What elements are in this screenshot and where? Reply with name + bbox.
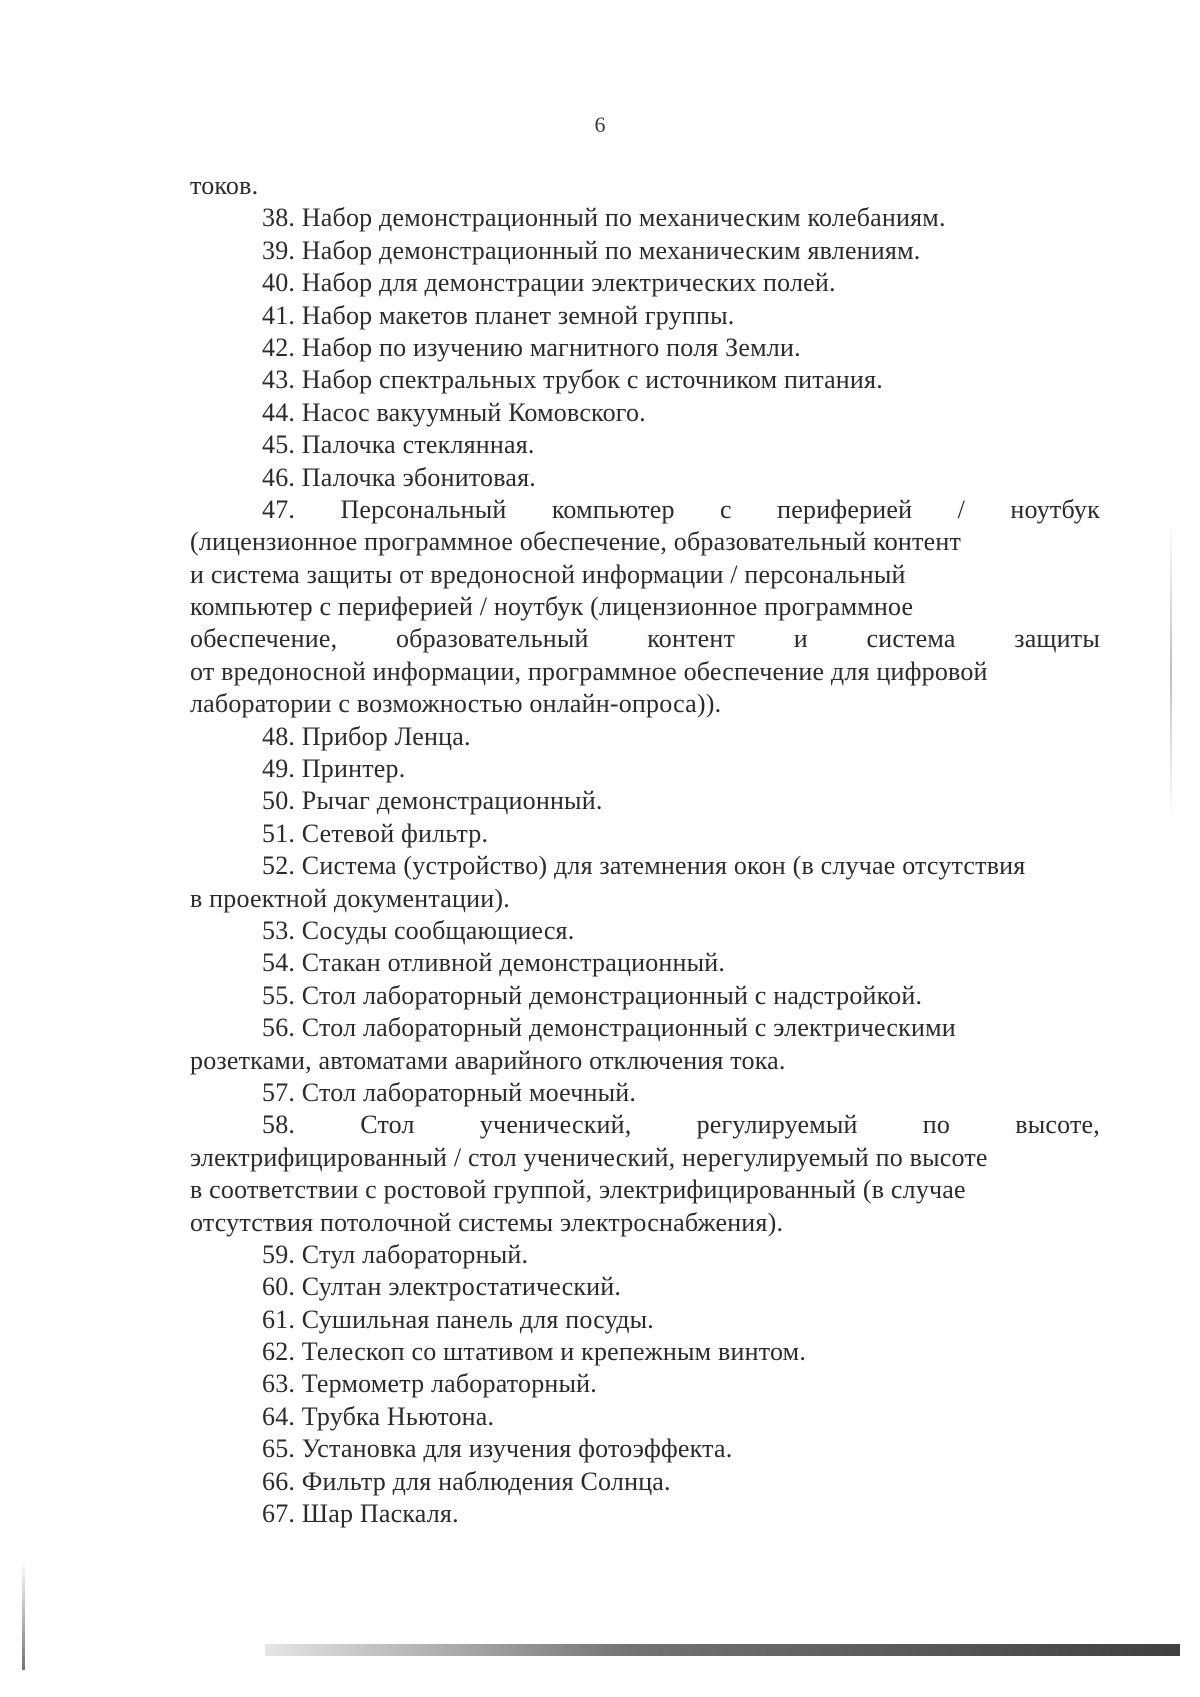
text-line-justified xyxy=(190,623,1100,655)
word: и xyxy=(793,624,808,654)
text-line: электрифицированный / стол ученический, нерегулируемый по высоте xyxy=(190,1142,988,1172)
list-item: 53. Сосуды сообщающиеся. xyxy=(262,915,575,945)
word: ноутбук xyxy=(1010,494,1100,524)
word: по xyxy=(922,1110,951,1140)
document-body xyxy=(190,170,1100,1530)
list-item: 54. Стакан отливной демонстрационный. xyxy=(262,948,726,978)
text-line: (лицензионное программное обеспечение, образовательный контент xyxy=(190,527,962,557)
list-item: 67. Шар Паскаля. xyxy=(262,1499,459,1529)
word: обеспечение, xyxy=(190,624,338,654)
word: образовательный xyxy=(395,624,589,654)
list-item-justified xyxy=(190,494,1100,526)
text-line: и система защиты от вредоносной информации / персональный xyxy=(190,559,906,589)
list-item: 52. Система (устройство) для затемнения окон (в случае отсутствия xyxy=(262,851,1026,881)
list-item: 62. Телескоп со штативом и крепежным винтом. xyxy=(262,1337,807,1367)
list-item: 41. Набор макетов планет земной группы. xyxy=(262,300,735,330)
list-item: 63. Термометр лабораторный. xyxy=(262,1369,597,1399)
list-item: 55. Стол лабораторный демонстрационный с надстройкой. xyxy=(262,980,923,1010)
word: ученический, xyxy=(479,1110,632,1140)
scan-artifact-bar xyxy=(265,1644,1180,1656)
page-number: 6 xyxy=(594,112,606,137)
list-item: 57. Стол лабораторный моечный. xyxy=(262,1077,637,1107)
list-item: 48. Прибор Ленца. xyxy=(262,721,471,751)
text-line: лаборатории с возможностью онлайн-опроса)). xyxy=(190,689,722,719)
list-item: 61. Сушильная панель для посуды. xyxy=(262,1304,654,1334)
scan-artifact-edge xyxy=(1170,520,1172,820)
list-item: 65. Установка для изучения фотоэффекта. xyxy=(262,1434,733,1464)
text-line: в проектной документации). xyxy=(190,883,510,913)
word: регулируемый xyxy=(696,1110,858,1140)
word: с xyxy=(720,494,732,524)
list-item: 44. Насос вакуумный Комовского. xyxy=(262,397,646,427)
list-item: 49. Принтер. xyxy=(262,754,406,784)
list-item-justified xyxy=(190,1109,1100,1141)
list-item: 39. Набор демонстрационный по механическим явлениям. xyxy=(262,235,921,265)
list-item: 64. Трубка Ньютона. xyxy=(262,1401,495,1431)
word: высоте, xyxy=(1015,1110,1100,1140)
list-item: 38. Набор демонстрационный по механическим колебаниям. xyxy=(262,203,946,233)
text-line: розетками, автоматами аварийного отключения тока. xyxy=(190,1045,786,1075)
list-item: 51. Сетевой фильтр. xyxy=(262,818,489,848)
scan-artifact-edge xyxy=(22,1560,25,1670)
word: 47. xyxy=(262,494,296,524)
list-item: 46. Палочка эбонитовая. xyxy=(262,462,536,492)
list-item: 50. Рычаг демонстрационный. xyxy=(262,786,603,816)
text-line: токов. xyxy=(190,171,259,200)
word: контент xyxy=(647,624,736,654)
list-item: 45. Палочка стеклянная. xyxy=(262,430,535,460)
list-item: 40. Набор для демонстрации электрических полей. xyxy=(262,268,836,298)
word: система xyxy=(866,624,956,654)
text-line: в соответствии с ростовой группой, электрифицированный (в случае xyxy=(190,1175,966,1205)
list-item: 42. Набор по изучению магнитного поля Земли. xyxy=(262,332,801,362)
word: компьютер xyxy=(551,494,675,524)
list-item: 59. Стул лабораторный. xyxy=(262,1239,529,1269)
word: 58. xyxy=(262,1110,296,1140)
text-line: компьютер с периферией / ноутбук (лицензионное программное xyxy=(190,592,914,622)
list-item: 60. Султан электростатический. xyxy=(262,1272,622,1302)
word: Персональный xyxy=(340,494,507,524)
word: периферией xyxy=(777,494,913,524)
list-item: 56. Стол лабораторный демонстрационный с электрическими xyxy=(262,1013,956,1043)
text-line: от вредоносной информации, программное обеспечение для цифровой xyxy=(190,656,988,686)
word: Стол xyxy=(360,1110,415,1140)
list-item: 66. Фильтр для наблюдения Солнца. xyxy=(262,1466,671,1496)
list-item: 43. Набор спектральных трубок с источником питания. xyxy=(262,365,883,395)
word: защиты xyxy=(1014,624,1100,654)
word: / xyxy=(957,494,966,524)
text-line: отсутствия потолочной системы электроснабжения). xyxy=(190,1207,784,1237)
